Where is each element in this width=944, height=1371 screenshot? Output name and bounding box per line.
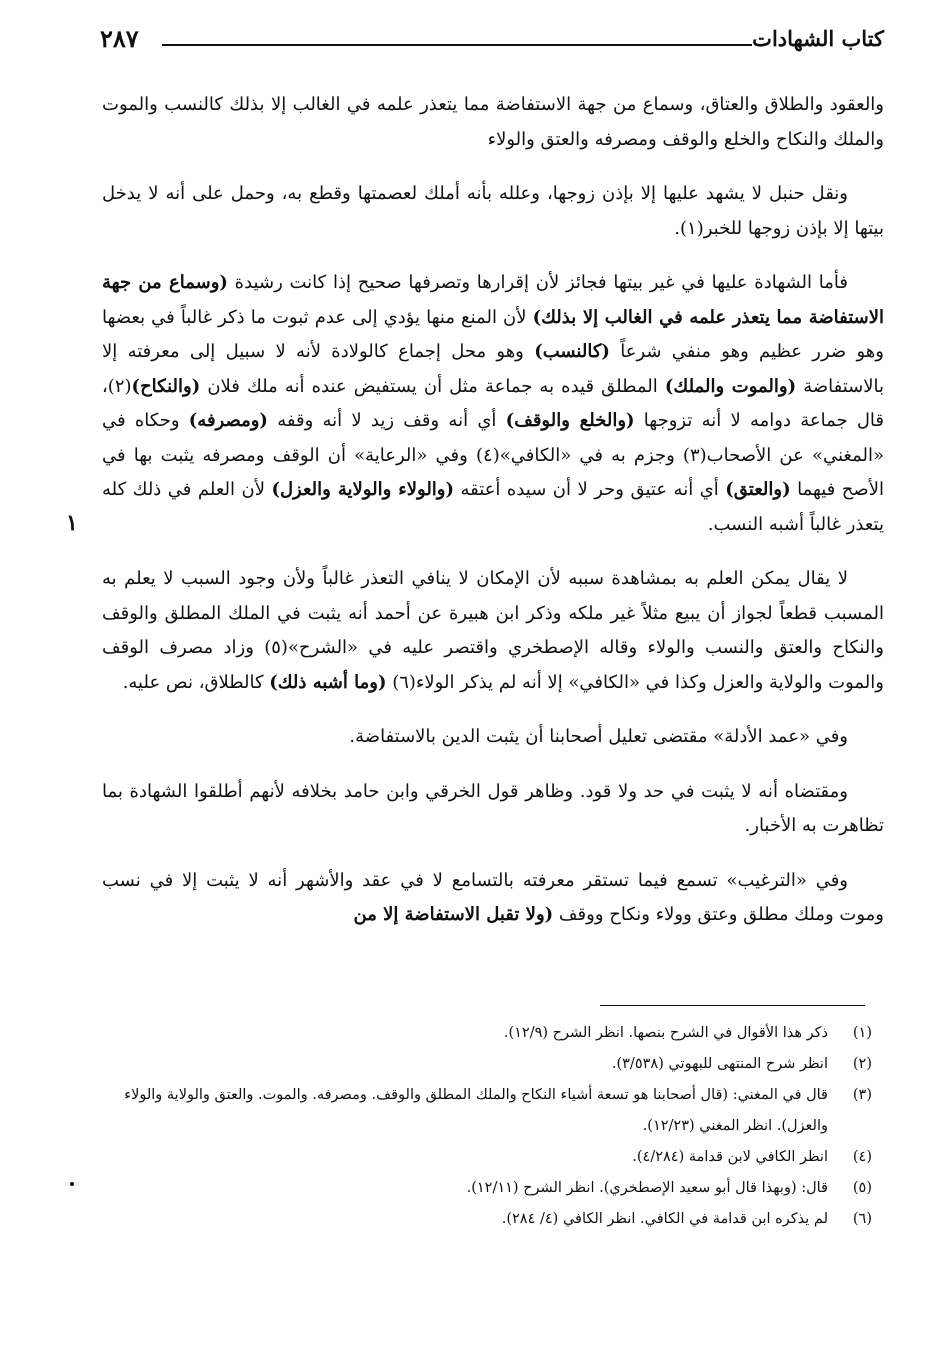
page-header xyxy=(100,22,884,56)
scan-speck xyxy=(70,1182,74,1186)
paragraph-text: فأما الشهادة عليها في غير بيتها فجائز لأن إقرارها وتصرفها صحيح إذا كانت رشيدة xyxy=(234,272,848,293)
footnote-text: قال في المغني: (قال أصحابنا هو تسعة أشياء النكاح والملك المطلق والوقف. ومصرفه. والموت. والعتق والولاية والولاء والعزل). انظر المغني (١٢/٢٣). xyxy=(124,1087,828,1134)
paragraph-text: ومقتضاه أنه لا يثبت في حد ولا قود. وظاهر قول الخرقي وابن حامد بخلافه لأنهم أطلقوا الشهادة بما تظاهرت به الأخبار. xyxy=(102,780,884,836)
footnote-text: ذكر هذا الأقوال في الشرح بنصها. انظر الشرح (١٢/٩). xyxy=(503,1025,828,1041)
paragraph xyxy=(102,88,884,157)
footnote-number: (٣) xyxy=(852,1087,872,1103)
footnotes xyxy=(102,1018,872,1235)
paragraph-text: وهو محل إجماع كالولادة لأنه لا سبيل إلى معرفته إلا بالاستفاضة xyxy=(102,341,885,397)
paragraph-text: المطلق قيده به جماعة مثل أن يستفيض عنده أنه ملك فلان xyxy=(207,375,658,397)
footnote-text: انظر شرح المنتهى للبهوتي (٣/٥٣٨). xyxy=(611,1056,828,1072)
footnote xyxy=(102,1173,872,1204)
paragraph-text: لأن العلم في ذلك كله يتعذر غالباً أشبه النسب. xyxy=(102,479,884,535)
matn-text: (وما أشبه ذلك) xyxy=(269,671,387,693)
paragraph-text: وفي «الترغيب» تسمع فيما تستقر معرفته بالتسامع لا في عقد والأشهر أنه لا يثبت إلا في نسب وموت وملك مطلق وعتق وولاء ونكاح ووقف xyxy=(102,869,884,925)
paragraph-text: أي أنه وقف زيد لا أنه وقفه xyxy=(277,410,497,431)
footnote-text: لم يذكره ابن قدامة في الكافي. انظر الكافي (٤/ ٢٨٤). xyxy=(501,1211,828,1227)
footnote-text: انظر الكافي لابن قدامة (٤/٢٨٤). xyxy=(632,1149,828,1165)
running-title: كتاب الشهادات xyxy=(752,26,884,51)
paragraph-text: لا يقال يمكن العلم به بمشاهدة سببه لأن الإمكان لا ينافي التعذر غالباً ولأن وجود السبب لا يعلم به المسبب قطعاً لجواز أن يبيع مثلاً غير ملكه وذكر ابن هبيرة عن أحمد أنه يثبت في الملك المطلق والوقف والنكاح والعتق والنسب والولاء وقاله الإصطخري واقتصر عليه في «الشرح»(٥) وزاد مصرف الوقف والموت والولاية والعزل وكذا في «الكافي» إلا أنه لم يذكر الولاء(٦) xyxy=(102,568,884,693)
matn-text: (كالنسب) xyxy=(534,341,610,362)
paragraph-text: كالطلاق، نص عليه. xyxy=(122,671,264,693)
paragraph xyxy=(102,177,884,246)
footnote xyxy=(102,1018,872,1049)
paragraph-text: وحكاه في «المغني» عن الأصحاب(٣) وجزم به في «الكافي»(٤) وفي «الرعاية» أن الوقف ومصرفه يثبت بها في الأصح فيهما xyxy=(102,410,885,500)
matn-text: (والعتق) xyxy=(725,479,791,500)
matn-text: (والنكاح) xyxy=(131,375,201,397)
footnote-number: (٦) xyxy=(852,1211,872,1227)
matn-text: (وسماع من جهة الاستفاضة مما يتعذر علمه في الغالب إلا بذلك) xyxy=(102,272,885,328)
matn-text: (والولاء والولاية والعزل) xyxy=(271,479,455,500)
paragraph-text: (٢)، قال جماعة دوامه لا أنه تزوجها xyxy=(102,375,885,431)
footnote-number: (١) xyxy=(852,1025,872,1041)
footnote xyxy=(102,1049,872,1080)
page-number: ٢٨٧ xyxy=(100,24,139,53)
main-text xyxy=(102,88,884,953)
footnote xyxy=(102,1204,872,1235)
paragraph-text: لأن المنع منها يؤدي إلى عدم ثبوت ما ذكر غالباً في بعضها وهو ضرر عظيم وهو منفي شرعاً xyxy=(102,306,884,362)
footnote xyxy=(102,1142,872,1173)
margin-mark: ١ xyxy=(66,510,78,536)
paragraph-text: ونقل حنبل لا يشهد عليها إلا بإذن زوجها، وعلله بأنه أملك لعصمتها وقطع به، وحمل على أنه لا يدخل بيتها إلا بإذن زوجها للخبر(١). xyxy=(102,183,884,239)
matn-text: (ومصرفه) xyxy=(188,410,268,431)
paragraph xyxy=(102,266,884,542)
matn-text: (والموت والملك) xyxy=(664,375,797,397)
footnote-number: (٤) xyxy=(852,1149,872,1165)
paragraph xyxy=(102,720,884,755)
paragraph-text: وفي «عمد الأدلة» مقتضى تعليل أصحابنا أن يثبت الدين بالاستفاضة. xyxy=(349,726,848,747)
paragraph-text: أي أنه عتيق وحر لا أن سيده أعتقه xyxy=(460,479,719,500)
matn-text: (والخلع والوقف) xyxy=(505,410,635,431)
paragraph-text: والعقود والطلاق والعتاق، وسماع من جهة الاستفاضة مما يتعذر علمه في الغالب إلا بذلك كالنسب والموت والملك والنكاح والخلع والوقف ومصرفه والعتق والولاء xyxy=(102,94,884,150)
header-rule xyxy=(162,44,752,46)
footnote-number: (٢) xyxy=(852,1056,872,1072)
footnote-rule xyxy=(600,1005,865,1006)
paragraph xyxy=(102,562,884,700)
footnote-text: قال: (وبهذا قال أبو سعيد الإصطخري). انظر الشرح (١٢/١١). xyxy=(466,1180,828,1196)
paragraph xyxy=(102,775,884,844)
footnote xyxy=(102,1080,872,1142)
footnote-number: (٥) xyxy=(852,1180,872,1196)
paragraph xyxy=(102,864,884,933)
matn-text: (ولا تقبل الاستفاضة إلا من xyxy=(353,904,554,925)
